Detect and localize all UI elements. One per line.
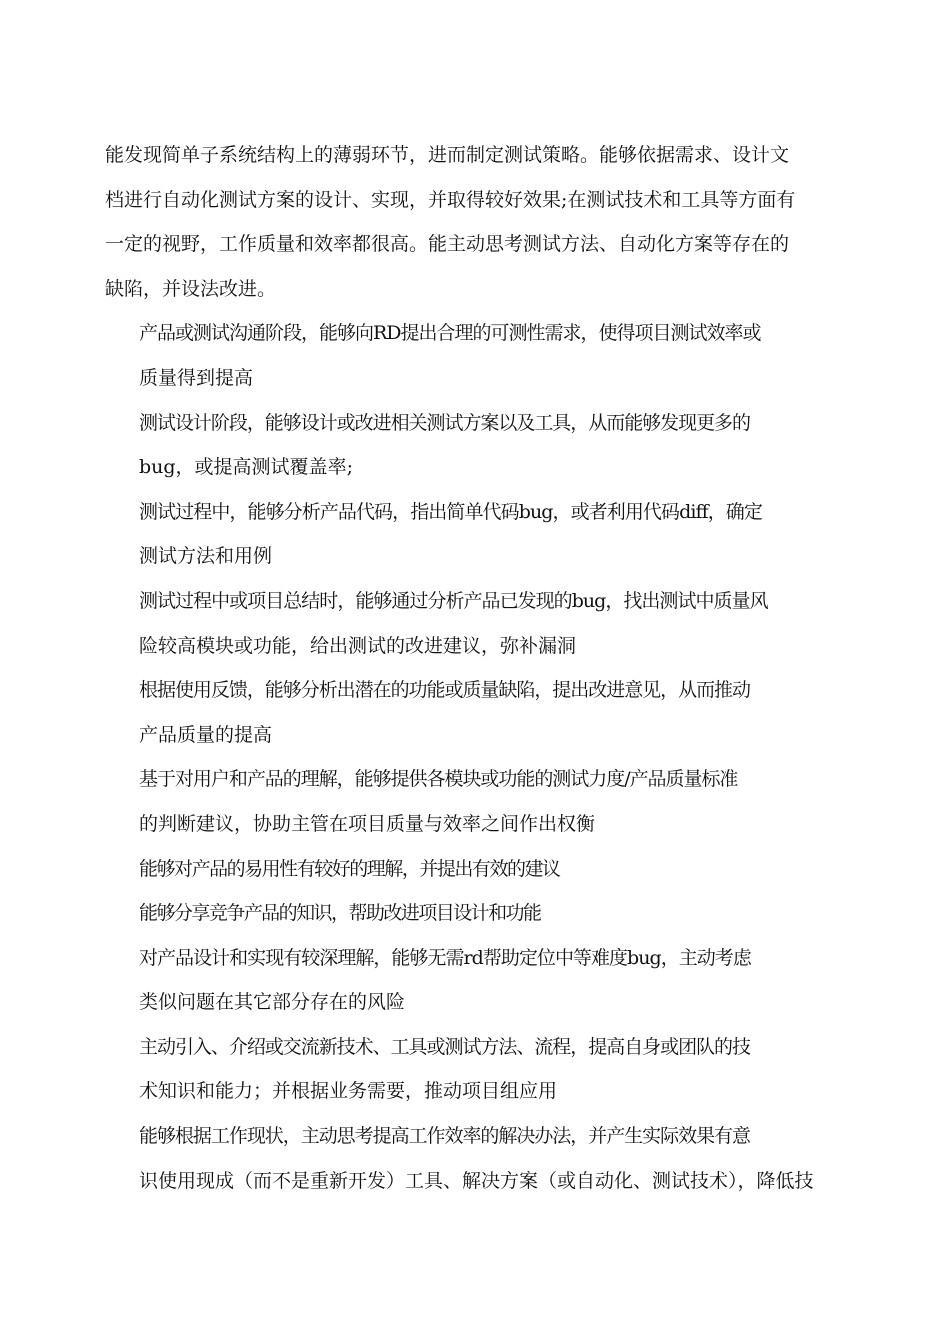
paragraph-line: 档进行自动化测试方案的设计、实现，并取得较好效果;在测试技术和工具等方面有: [105, 188, 796, 211]
paragraph-line: 测试过程中，能够分析产品代码，指出简单代码bug，或者利用代码diff，确定: [139, 500, 762, 523]
paragraph-line: 类似问题在其它部分存在的风险: [139, 991, 406, 1014]
document-paragraph: [105, 311, 847, 400]
paragraph-line: 能够对产品的易用性有较好的理解，并提出有效的建议: [139, 857, 560, 880]
paragraph-line: 产品或测试沟通阶段，能够向RD提出合理的可测性需求，使得项目测试效率或: [139, 322, 761, 345]
document-paragraph: [105, 847, 847, 892]
paragraph-line: 术知识和能力；并根据业务需要，推动项目组应用: [139, 1080, 558, 1103]
paragraph-line: 主动引入、介绍或交流新技术、工具或测试方法、流程，提高自身或团队的技: [139, 1035, 750, 1058]
document-paragraph: [105, 891, 847, 936]
paragraph-line: 能发现简单子系统结构上的薄弱环节，进而制定测试策略。能够依据需求、设计文: [105, 144, 790, 166]
document-paragraph: [105, 757, 847, 846]
document-paragraph: [105, 1114, 847, 1203]
document-paragraph: [105, 579, 847, 668]
paragraph-line: 测试过程中或项目总结时，能够通过分析产品已发现的bug，找出测试中质量风: [139, 589, 768, 612]
paragraph-line: 根据使用反馈，能够分析出潜在的功能或质量缺陷，提出改进意见，从而推动: [139, 679, 750, 702]
paragraph-line: 的判断建议，协助主管在项目质量与效率之间作出权衡: [139, 812, 596, 835]
document-body: [105, 133, 847, 1203]
paragraph-line: 识使用现成（而不是重新开发）工具、解决方案（或自动化、测试技术），降低技: [139, 1169, 814, 1192]
paragraph-line: 缺陷，并设法改进。: [105, 277, 277, 300]
paragraph-line: 产品质量的提高: [139, 723, 273, 746]
paragraph-line: 质量得到提高: [139, 366, 254, 389]
paragraph-line: 一定的视野，工作质量和效率都很高。能主动思考测试方法、自动化方案等存在的: [105, 233, 790, 256]
paragraph-line: 险较高模块或功能，给出测试的改进建议，弥补漏洞: [139, 634, 577, 657]
document-paragraph: [105, 1025, 847, 1114]
paragraph-line: 能够分享竞争产品的知识，帮助改进项目设计和功能: [139, 902, 541, 925]
paragraph-line: 测试设计阶段，能够设计或改进相关测试方案以及工具，从而能够发现更多的: [139, 411, 750, 434]
document-paragraph: [105, 401, 847, 490]
paragraph-line: 基于对用户和产品的理解，能够提供各模块或功能的测试力度/产品质量标准: [139, 768, 738, 791]
paragraph-line: bug，或提高测试覆盖率;: [139, 456, 353, 479]
document-paragraph: [105, 133, 847, 311]
document-paragraph: [105, 668, 847, 757]
paragraph-line: 测试方法和用例: [139, 545, 273, 568]
document-paragraph: [105, 936, 847, 1025]
document-paragraph: [105, 490, 847, 579]
paragraph-line: 对产品设计和实现有较深理解，能够无需rd帮助定位中等难度bug，主动考虑: [139, 946, 751, 969]
paragraph-line: 能够根据工作现状，主动思考提高工作效率的解决办法，并产生实际效果有意: [139, 1125, 750, 1148]
